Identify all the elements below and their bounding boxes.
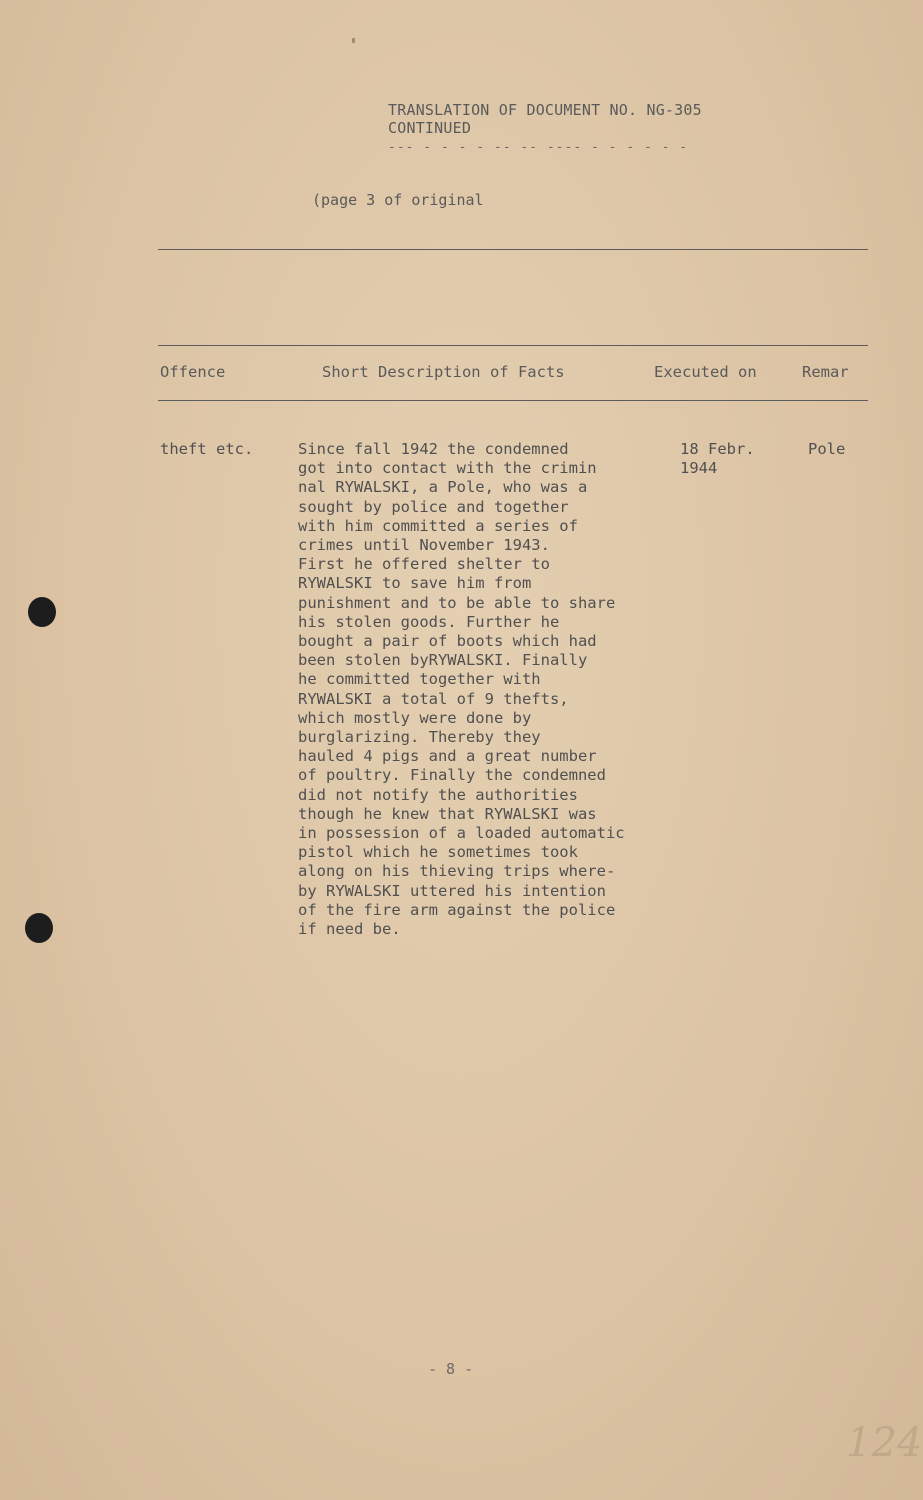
description-line: Since fall 1942 the condemned xyxy=(298,440,569,458)
page-number: - 8 - xyxy=(428,1360,474,1378)
description-line: been stolen byRYWALSKI. Finally xyxy=(298,651,588,670)
description-line: of the fire arm against the police xyxy=(298,900,616,919)
description-line: along on his thieving trips where- xyxy=(298,862,616,881)
description-line: RYWALSKI a total of 9 thefts, xyxy=(298,689,569,708)
description-line: with him committed a series of xyxy=(298,516,578,535)
description-line: bought a pair of boots which had xyxy=(298,632,597,651)
punch-hole-top xyxy=(28,597,56,627)
page-note: (page 3 of original xyxy=(312,191,484,209)
description-line: First he offered shelter to xyxy=(298,555,550,574)
table-header-top-rule xyxy=(158,345,868,346)
description-line: if need be. xyxy=(298,920,401,939)
paper-speck xyxy=(352,38,355,43)
description-cell xyxy=(298,440,625,939)
offence-cell: theft etc. xyxy=(160,440,254,458)
handwritten-page-number: 124 xyxy=(846,1420,923,1466)
punch-hole-bottom xyxy=(25,913,53,943)
description-line: hauled 4 pigs and a great number xyxy=(298,747,597,766)
description-line: though he knew that RYWALSKI was xyxy=(298,804,597,823)
description-line: in possession of a loaded automatic xyxy=(298,824,625,843)
header-dash-line: --- - - - - -- -- ---- - - - - - - xyxy=(388,140,689,155)
top-rule xyxy=(158,249,868,250)
description-line: by RYWALSKI uttered his intention xyxy=(298,881,606,900)
description-line: he committed together with xyxy=(298,670,541,689)
executed-date-line1: 18 Febr. xyxy=(680,440,755,458)
description-line: which mostly were done by xyxy=(298,708,532,727)
header-title-line2: CONTINUED xyxy=(388,119,472,137)
description-line: sought by police and together xyxy=(298,497,569,516)
description-line: crimes until November 1943. xyxy=(298,536,550,555)
description-line: did not notify the authorities xyxy=(298,785,578,804)
description-line: nal RYWALSKI, a Pole, who was a xyxy=(298,478,588,497)
column-header-description: Short Description of Facts xyxy=(322,363,565,381)
description-line: punishment and to be able to share xyxy=(298,593,616,612)
remarks-cell: Pole xyxy=(808,440,846,458)
column-header-offence: Offence xyxy=(160,363,226,381)
executed-date-line2: 1944 xyxy=(680,459,718,477)
column-header-executed: Executed on xyxy=(654,363,757,381)
header-title-line1: TRANSLATION OF DOCUMENT NO. NG-305 xyxy=(388,101,702,119)
description-line: pistol which he sometimes took xyxy=(298,843,578,862)
column-header-remarks: Remar xyxy=(802,363,849,381)
description-line: got into contact with the crimin xyxy=(298,459,597,478)
table-header-bottom-rule xyxy=(158,400,868,401)
description-line: RYWALSKI to save him from xyxy=(298,574,532,593)
description-line: of poultry. Finally the condemned xyxy=(298,766,606,785)
document-header xyxy=(388,101,702,137)
description-line: burglarizing. Thereby they xyxy=(298,728,541,747)
description-line: his stolen goods. Further he xyxy=(298,612,560,631)
